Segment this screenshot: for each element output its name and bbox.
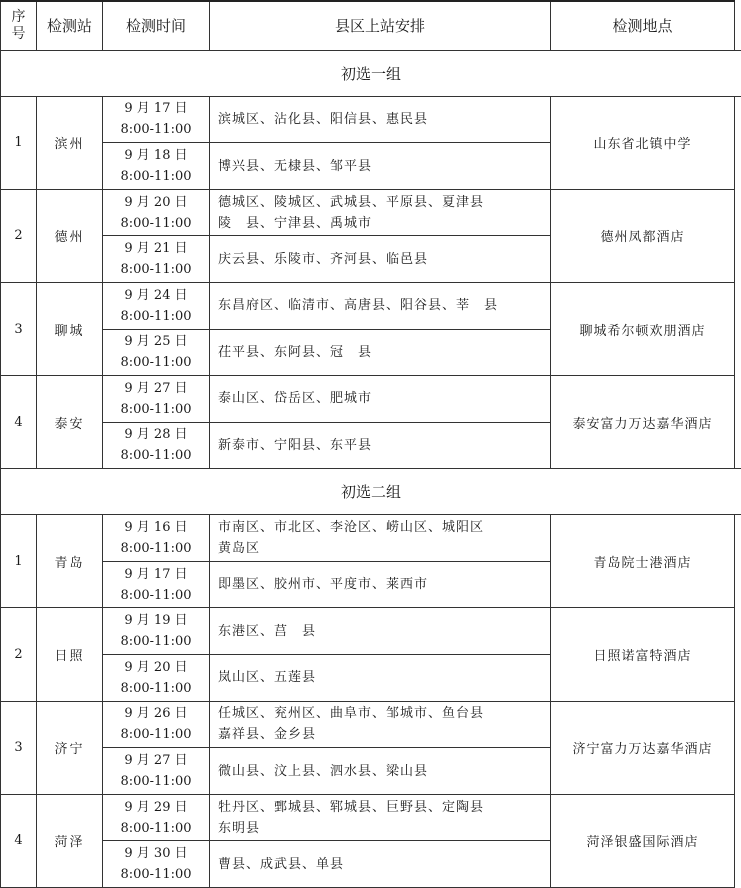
row-pad: [735, 189, 741, 282]
header-index-line2: 号: [11, 25, 26, 42]
station-site: 聊城希尔顿欢朋酒店: [551, 282, 735, 375]
header-time: 检测时间: [103, 1, 210, 50]
slot-hours: 8:00-11:00: [120, 169, 192, 184]
slot-counties: [210, 515, 551, 562]
county-line: 市南区、市北区、李沧区、崂山区、城阳区: [218, 520, 485, 536]
row-pad: [735, 376, 741, 469]
slot-counties: [210, 841, 551, 888]
county-line: 黄岛区: [218, 541, 261, 557]
county-line: 微山县、汶上县、泗水县、梁山县: [218, 763, 429, 779]
county-line: 陵 县、宁津县、禹城市: [218, 215, 373, 231]
station-name: 菏泽: [37, 794, 103, 887]
slot-counties: [210, 96, 551, 143]
slot-hours: 8:00-11:00: [120, 448, 192, 464]
county-line: 即墨区、胶州市、平度市、莱西市: [218, 577, 429, 593]
station-number: 3: [1, 701, 37, 794]
slot-time: [103, 329, 210, 376]
station-name: 泰安: [37, 376, 103, 469]
slot-counties: [210, 794, 551, 841]
slot-time: [103, 96, 210, 143]
header-site: 检测地点: [551, 1, 735, 50]
slot-date: 9 月 25 日: [124, 334, 188, 350]
slot-time: [103, 701, 210, 748]
row-pad: [735, 515, 741, 608]
slot-time: [103, 655, 210, 702]
header-row: [1, 1, 741, 50]
group-title: 初选二组: [1, 469, 741, 515]
county-line: 东明县: [218, 820, 261, 836]
slot-time: [103, 561, 210, 608]
station-name: 滨州: [37, 96, 103, 189]
station-site: 菏泽银盛国际酒店: [551, 794, 735, 887]
header-index: [1, 1, 37, 50]
slot-time: [103, 748, 210, 795]
county-line: 茌平县、东阿县、冠 县: [218, 344, 373, 360]
table-row: [1, 189, 741, 236]
row-pad: [735, 282, 741, 375]
station-site: 济宁富力万达嘉华酒店: [551, 701, 735, 794]
slot-counties: [210, 561, 551, 608]
group-row: [1, 50, 741, 96]
station-site: 山东省北镇中学: [551, 96, 735, 189]
slot-hours: 8:00-11:00: [120, 820, 192, 836]
slot-date: 9 月 16 日: [124, 520, 188, 536]
slot-hours: 8:00-11:00: [120, 680, 192, 696]
slot-date: 9 月 21 日: [124, 241, 188, 257]
table-row: [1, 515, 741, 562]
slot-date: 9 月 20 日: [124, 659, 188, 675]
slot-counties: [210, 422, 551, 469]
slot-hours: 8:00-11:00: [120, 541, 192, 557]
station-site: 德州凤都酒店: [551, 189, 735, 282]
county-line: 东港区、莒 县: [218, 623, 317, 639]
county-line: 牡丹区、鄄城县、郓城县、巨野县、定陶县: [218, 799, 485, 815]
slot-counties: [210, 329, 551, 376]
schedule-body: [1, 1, 741, 888]
station-number: 4: [1, 794, 37, 887]
station-number: 1: [1, 96, 37, 189]
header-pad: [735, 1, 741, 50]
group-title: 初选一组: [1, 50, 741, 96]
station-site: 日照诺富特酒店: [551, 608, 735, 701]
county-line: 嘉祥县、金乡县: [218, 727, 317, 743]
slot-time: [103, 189, 210, 236]
station-name: 聊城: [37, 282, 103, 375]
slot-date: 9 月 27 日: [124, 380, 188, 396]
slot-hours: 8:00-11:00: [120, 774, 192, 789]
county-line: 庆云县、乐陵市、齐河县、临邑县: [218, 251, 429, 267]
header-counties: 县区上站安排: [210, 1, 551, 50]
row-pad: [735, 794, 741, 887]
slot-date: 9 月 24 日: [124, 287, 188, 303]
slot-hours: 8:00-11:00: [120, 727, 192, 743]
station-name: 济宁: [37, 701, 103, 794]
station-name: 日照: [37, 608, 103, 701]
station-number: 3: [1, 282, 37, 375]
station-number: 2: [1, 608, 37, 701]
slot-counties: [210, 376, 551, 423]
slot-time: [103, 376, 210, 423]
header-station: 检测站: [37, 1, 103, 50]
slot-date: 9 月 30 日: [124, 846, 188, 862]
slot-hours: 8:00-11:00: [120, 634, 192, 650]
slot-time: [103, 236, 210, 283]
slot-counties: [210, 748, 551, 795]
slot-counties: [210, 189, 551, 236]
county-line: 博兴县、无棣县、邹平县: [218, 158, 373, 174]
slot-time: [103, 282, 210, 329]
county-line: 曹县、成武县、单县: [218, 856, 345, 872]
station-number: 1: [1, 515, 37, 608]
slot-date: 9 月 17 日: [124, 566, 188, 582]
table-row: [1, 794, 741, 841]
slot-date: 9 月 20 日: [124, 194, 188, 210]
row-pad: [735, 608, 741, 701]
slot-date: 9 月 26 日: [124, 706, 188, 722]
station-name: 德州: [37, 189, 103, 282]
slot-date: 9 月 29 日: [124, 799, 188, 815]
slot-date: 9 月 17 日: [124, 101, 188, 117]
slot-time: [103, 794, 210, 841]
slot-counties: [210, 236, 551, 283]
slot-date: 9 月 27 日: [124, 753, 188, 768]
county-line: 东昌府区、临清市、高唐县、阳谷县、莘 县: [218, 298, 499, 314]
county-line: 岚山区、五莲县: [218, 670, 317, 686]
station-number: 2: [1, 189, 37, 282]
slot-time: [103, 422, 210, 469]
slot-hours: 8:00-11:00: [120, 122, 192, 138]
slot-time: [103, 143, 210, 190]
station-site: 青岛院士港酒店: [551, 515, 735, 608]
slot-hours: 8:00-11:00: [120, 262, 192, 278]
station-number: 4: [1, 376, 37, 469]
slot-date: 9 月 28 日: [124, 427, 188, 443]
slot-counties: [210, 608, 551, 655]
slot-hours: 8:00-11:00: [120, 867, 192, 883]
county-line: 任城区、兖州区、曲阜市、邹城市、鱼台县: [218, 706, 485, 722]
slot-counties: [210, 655, 551, 702]
slot-date: 9 月 19 日: [124, 613, 188, 629]
slot-time: [103, 608, 210, 655]
slot-hours: 8:00-11:00: [120, 308, 192, 324]
group-row: [1, 469, 741, 515]
county-line: 泰山区、岱岳区、肥城市: [218, 391, 373, 407]
row-pad: [735, 96, 741, 189]
slot-time: [103, 515, 210, 562]
station-name: 青岛: [37, 515, 103, 608]
table-row: [1, 282, 741, 329]
county-line: 新泰市、宁阳县、东平县: [218, 437, 373, 453]
row-pad: [735, 701, 741, 794]
county-line: 滨城区、沾化县、阳信县、惠民县: [218, 111, 429, 127]
slot-hours: 8:00-11:00: [120, 401, 192, 417]
slot-date: 9 月 18 日: [124, 148, 188, 163]
slot-hours: 8:00-11:00: [120, 355, 192, 371]
slot-counties: [210, 701, 551, 748]
table-row: [1, 96, 741, 143]
table-row: [1, 376, 741, 423]
table-row: [1, 701, 741, 748]
station-site: 泰安富力万达嘉华酒店: [551, 376, 735, 469]
header-index-line1: 序: [11, 8, 26, 25]
slot-counties: [210, 143, 551, 190]
slot-hours: 8:00-11:00: [120, 587, 192, 603]
slot-time: [103, 841, 210, 888]
slot-counties: [210, 282, 551, 329]
county-line: 德城区、陵城区、武城县、平原县、夏津县: [218, 194, 485, 210]
table-row: [1, 608, 741, 655]
slot-hours: 8:00-11:00: [120, 215, 192, 231]
